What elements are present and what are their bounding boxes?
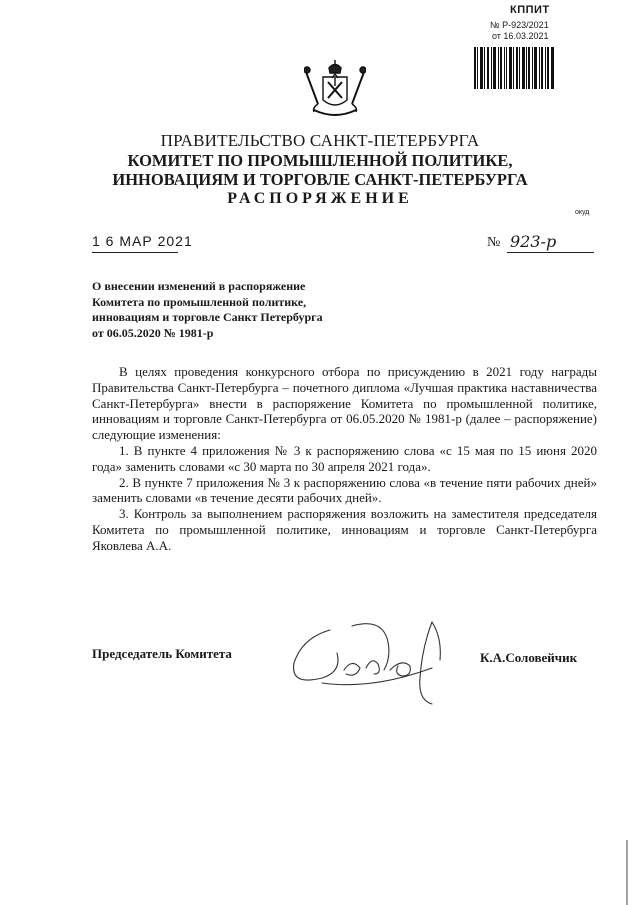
number-underline (507, 252, 594, 253)
document-type-heading: РАСПОРЯЖЕНИЕ (227, 190, 413, 207)
number-sign: № (487, 235, 501, 250)
document-subject (92, 279, 362, 341)
item-1-paragraph: 1. В пункте 4 приложения № 3 к распоряжению слова «с 15 мая по 15 июня 2020 года» заменить словами «с 30 марта по 30 апреля 2021 года». (92, 442, 597, 474)
okud-label: окуд (575, 209, 590, 216)
document-body (92, 364, 597, 554)
signatory-name: К.А.Соловейчик (480, 650, 578, 665)
preamble-paragraph: В целях проведения конкурсного отбора по присуждению в 2021 году награды Правительства Санкт-Петербурга – почетного диплома «Лучшая практика наставничества Санкт-Петербурга» внести в распоряжение Комитета по промышленной политике, инновациям и торговле Санкт-Петербурга от 06.05.2020 № 1981-р (далее – распоряжение) следующие изменения: (92, 364, 597, 443)
signatory-title: Председатель Комитета (92, 646, 232, 661)
handwritten-signature (282, 608, 462, 708)
subject-line: инновациям и торговле Санкт Петербурга (92, 310, 323, 324)
stamp-org: КППИТ (510, 4, 550, 16)
date-underline (92, 252, 178, 253)
document-number: 923-р (510, 232, 557, 251)
committee-line-1: КОМИТЕТ ПО ПРОМЫШЛЕННОЙ ПОЛИТИКЕ, (127, 151, 513, 170)
document-date: 1 6 МАР 2021 (92, 233, 193, 249)
subject-line: Комитета по промышленной политике, (92, 294, 307, 309)
saint-petersburg-coat-of-arms-icon (304, 60, 366, 120)
committee-heading (0, 151, 640, 189)
subject-line: О внесении изменений в распоряжение (92, 279, 306, 293)
stamp-reg-date: от 16.03.2021 (492, 31, 549, 41)
barcode-icon (474, 47, 554, 89)
item-3-paragraph: 3. Контроль за выполнением распоряжения возложить на заместителя председателя Комитета по промышленной политике, инновациям и торговле Санкт-Петербурга Яковлева А.А. (92, 506, 597, 553)
item-2-paragraph: 2. В пункте 7 приложения № 3 к распоряжению слова «в течение пяти рабочих дней» заменить словами «в течение десяти рабочих дней». (92, 474, 597, 506)
committee-line-2: ИННОВАЦИЯМ И ТОРГОВЛЕ САНКТ-ПЕТЕРБУРГА (112, 170, 528, 189)
government-heading: ПРАВИТЕЛЬСТВО САНКТ-ПЕТЕРБУРГА (160, 131, 480, 150)
scan-margin-mark (624, 840, 630, 905)
stamp-reg-number: № Р-923/2021 (490, 20, 549, 30)
subject-line: от 06.05.2020 № 1981-р (92, 325, 214, 340)
